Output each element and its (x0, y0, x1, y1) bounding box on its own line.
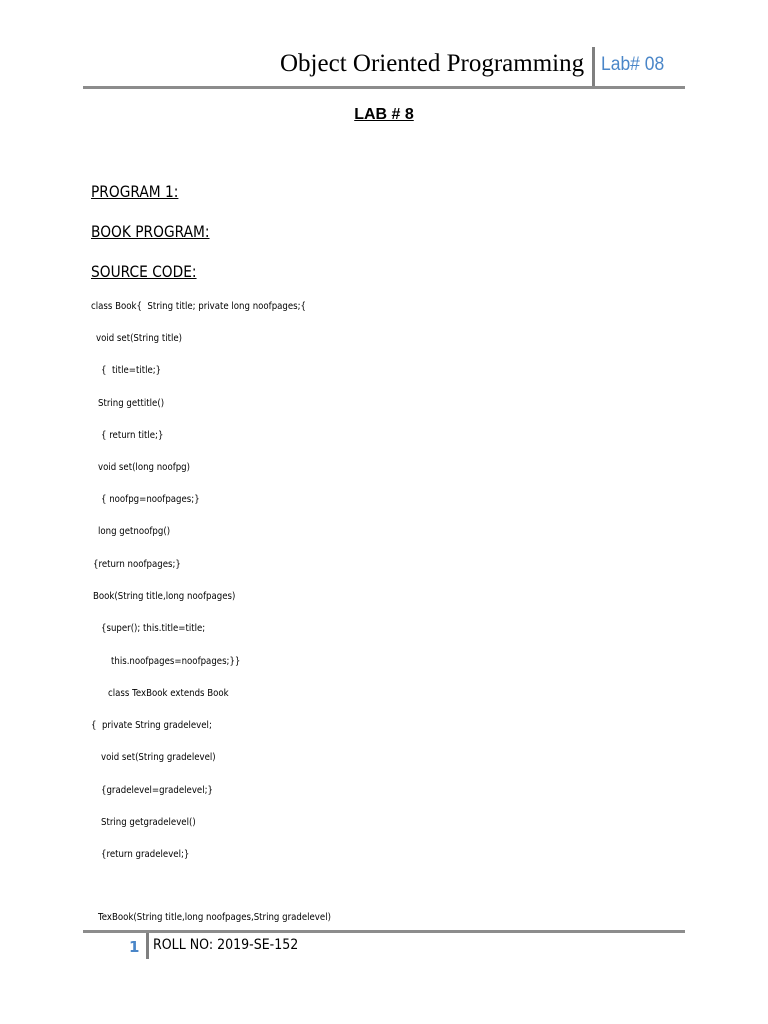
lab-number: Lab# 08 (601, 54, 665, 75)
lab-heading: LAB # 8 (354, 106, 414, 123)
page-number: 1 (129, 938, 140, 956)
header-rule (83, 86, 685, 89)
header-divider (592, 47, 595, 87)
code-line: { return title;} (101, 430, 164, 441)
program-name-heading: BOOK PROGRAM: (91, 222, 210, 241)
code-line: { private String gradelevel; (91, 720, 212, 731)
footer-rule (83, 930, 685, 933)
code-line: String getgradelevel() (101, 817, 196, 828)
code-line: {return noofpages;} (93, 559, 181, 570)
code-line: void set(String title) (96, 333, 182, 344)
code-line: { title=title;} (101, 365, 162, 376)
code-line: TexBook(String title,long noofpages,String gradelevel) (98, 912, 331, 923)
code-line: String gettitle() (98, 398, 165, 409)
code-line: {gradelevel=gradelevel;} (101, 785, 213, 796)
footer-divider (146, 933, 149, 959)
code-line: long getnoofpg() (98, 526, 171, 537)
code-line: Book(String title,long noofpages) (93, 591, 236, 602)
code-line: class Book{ String title; private long noofpages;{ (91, 301, 307, 312)
program-heading: PROGRAM 1: (91, 182, 179, 201)
source-code-heading: SOURCE CODE: (91, 262, 197, 281)
code-line: {super(); this.title=title; (101, 623, 206, 634)
code-line: class TexBook extends Book (108, 688, 229, 699)
code-line: void set(long noofpg) (98, 462, 191, 473)
code-line: void set(String gradelevel) (101, 752, 216, 763)
code-line: this.noofpages=noofpages;}} (111, 656, 241, 667)
code-line: { noofpg=noofpages;} (101, 494, 200, 505)
roll-number: ROLL NO: 2019-SE-152 (153, 937, 299, 953)
document-title: Object Oriented Programming (280, 50, 585, 77)
code-line: {return gradelevel;} (101, 849, 190, 860)
